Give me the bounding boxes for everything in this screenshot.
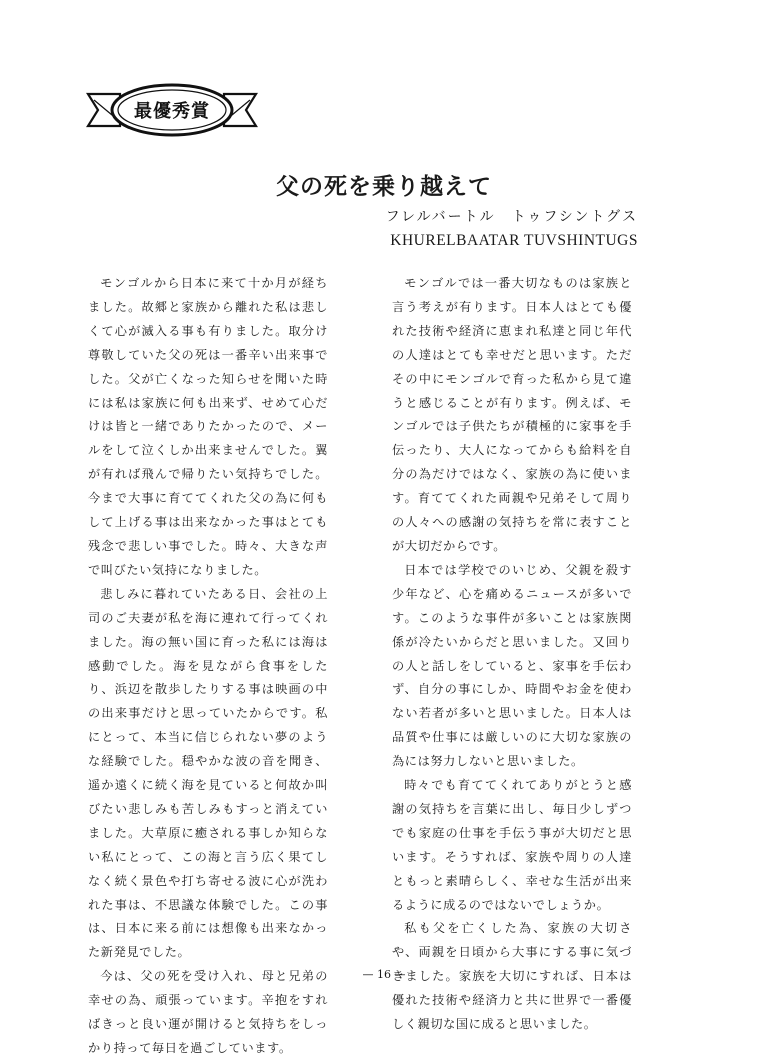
author-name-english: KHURELBAATAR TUVSHINTUGS — [390, 232, 638, 249]
author-name-japanese: フレルバートル トゥフシントグス — [385, 209, 638, 225]
left-column — [88, 272, 328, 1061]
award-label: 最優秀賞 — [134, 101, 210, 122]
page-number: — 16 — — [362, 968, 406, 981]
paragraph: 悲しみに暮れていたある日、会社の上司のご夫妻が私を海に連れて行ってくれました。海の無い国に育った私には海は感動でした。海を見ながら食事をしたり、浜辺を散歩したりする事は映画の中の出来事だけと思っていたからです。私にとって、本当に信じられない夢のような経験でした。穏やかな波の音を聞き、遥か遠くに続く海を見ていると何故か叫びたい悲しみも苦しみもすっと消えていました。大草原に癒される事しか知らない私にとって、この海と言う広く果てしなく続く景色や打ち寄せる波に心が洗われた事は、不思議な体験でした。この事は、日本に来る前には想像も出来なかった新発見でした。 — [88, 586, 328, 960]
paragraph: モンゴルでは一番大切なものは家族と言う考えが有ります。日本人はとても優れた技術や経済に恵まれ私達と同じ年代の人達はとても幸せだと思います。ただその中にモンゴルで育った私から見て違うと感じることが有ります。例えば、モンゴルでは子供たちが積極的に家事を手伝ったり、大人になってからも給料を自分の為だけではなく、家族の為に使います。育ててくれた両親や兄弟そして周りの人々への感謝の気持ちを常に表すことが大切だからです。 — [392, 276, 632, 553]
paragraph: 日本では学校でのいじめ、父親を殺す少年など、心を痛めるニュースが多いです。このような事件が多いことは家族関係が冷たいからだと思いました。又回りの人と話しをしていると、家事を手伝わず、自分の事にしか、時間やお金を使わない若者が多いと思いました。日本人は品質や仕事には厳しいのに大切な家族の為には努力しないと思いました。 — [392, 562, 632, 769]
article-title: 父の死を乗り越えて — [276, 174, 492, 200]
paragraph: 私も父を亡くした為、家族の大切さや、両親を日頃から大事にする事に気づきました。家族を大切にすれば、日本は優れた技術や経済力と共に世界で一番優しく親切な国に成ると思いました。 — [392, 921, 632, 1032]
paragraph: 時々でも育ててくれてありがとうと感謝の気持ちを言葉に出し、毎日少しずつでも家庭の仕事を手伝う事が大切だと思います。そうすれば、家族や周りの人達ともっと素晴らしく、幸せな生活が出来るように成るのではないでしょうか。 — [392, 778, 632, 912]
paragraph: モンゴルから日本に来て十か月が経ちました。故郷と家族から離れた私は悲しくて心が滅入る事も有りました。取分け尊敬していた父の死は一番辛い出来事でした。父が亡くなった知らせを聞いた時には私は家族に何も出来ず、せめて心だけは皆と一緒でありたかったので、メールをして泣くしか出来ませんでした。翼が有れば飛んで帰りたい気持ちでした。今まで大事に育ててくれた父の為に何もして上げる事は出来なかった事はとても残念で悲しい事でした。時々、大きな声で叫びたい気持になりました。 — [88, 276, 328, 577]
right-column — [392, 272, 632, 1037]
award-badge — [86, 82, 258, 138]
paragraph: 今は、父の死を受け入れ、母と兄弟の幸せの為、頑張っています。辛抱をすればきっと良い運が開けると気持ちをしっかり持って毎日を過ごしています。 — [88, 969, 328, 1055]
